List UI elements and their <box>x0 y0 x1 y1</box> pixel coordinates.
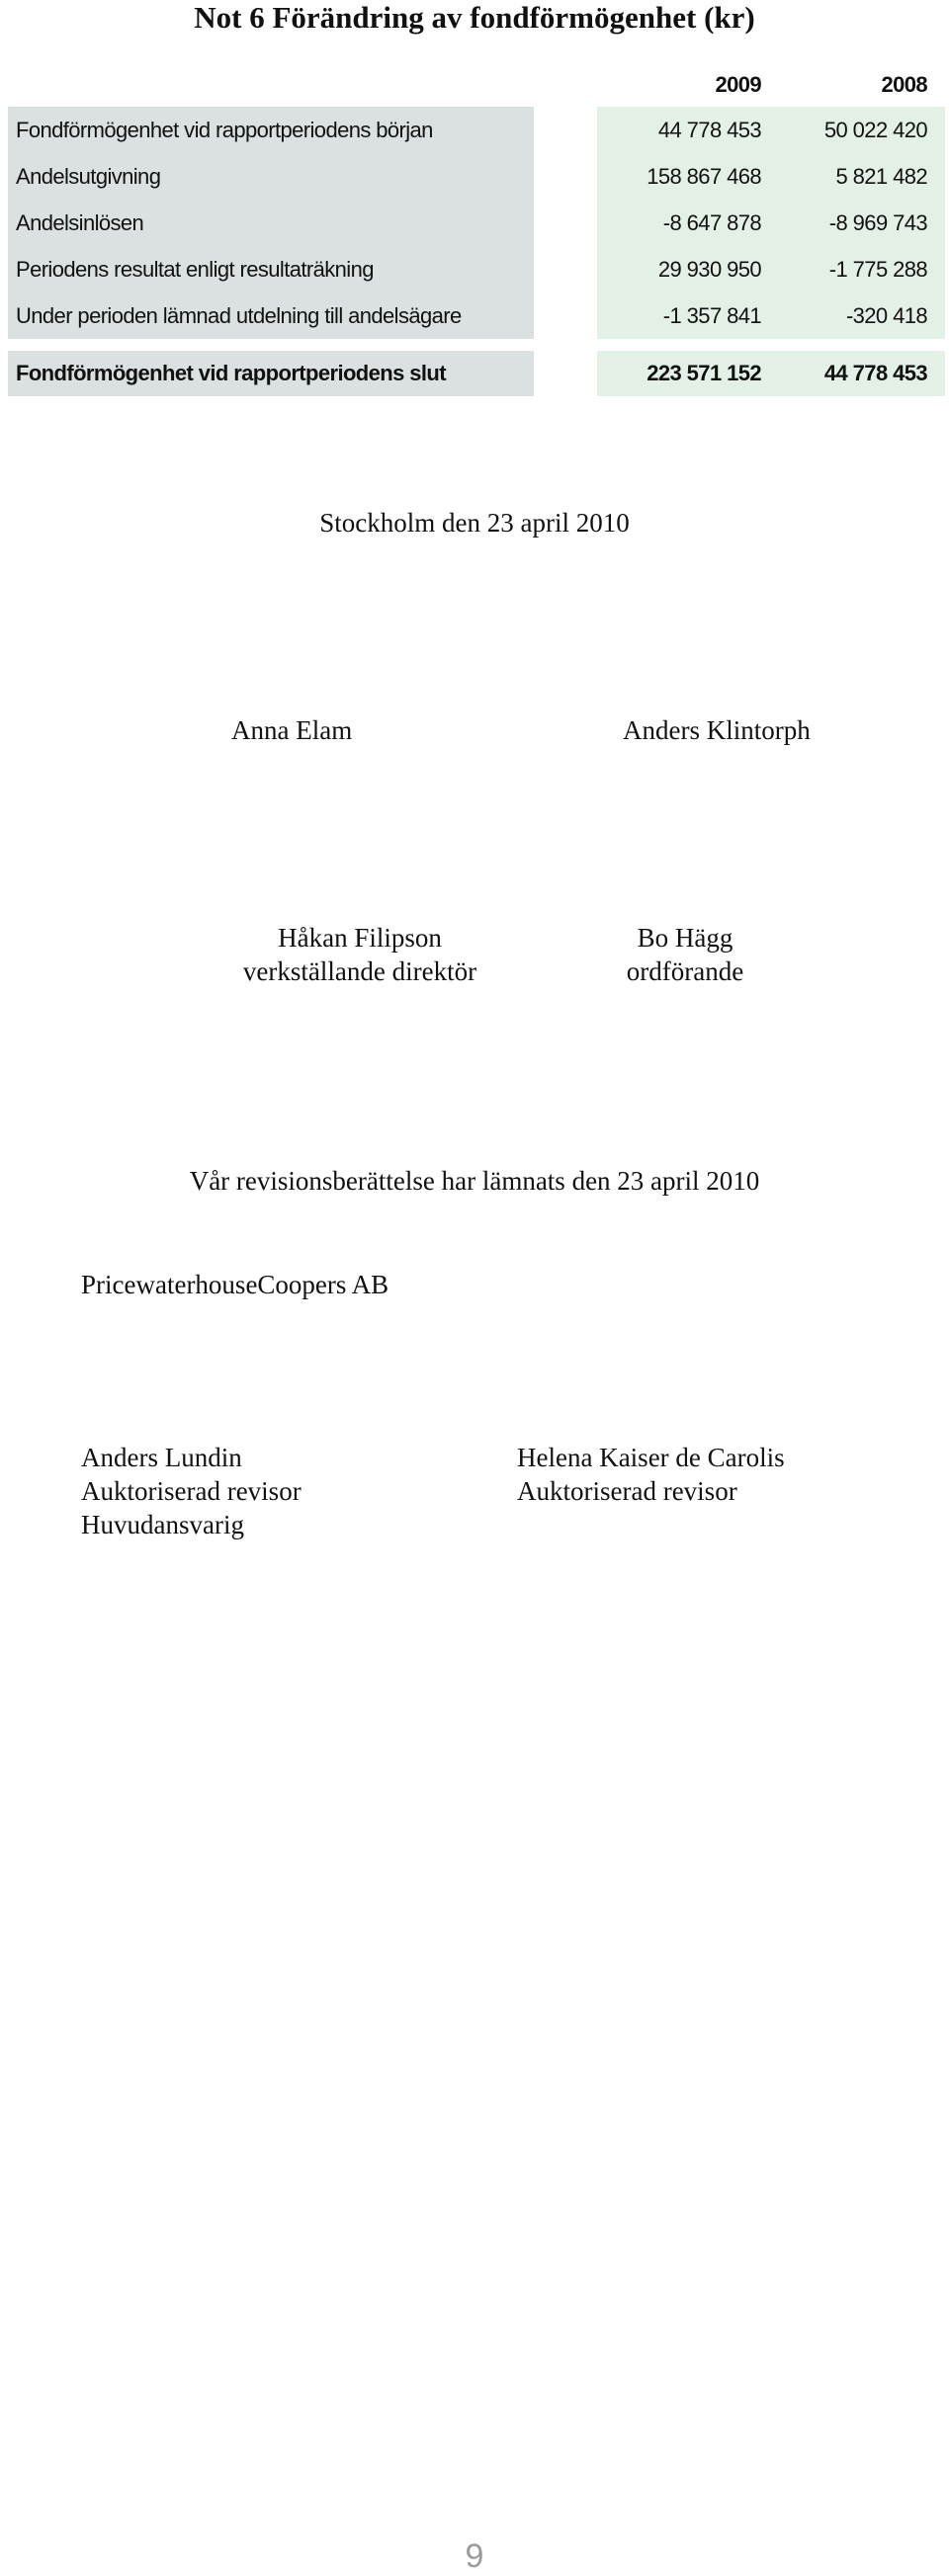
column-header-2009: 2009 <box>715 72 761 97</box>
table-header-row <box>8 63 945 107</box>
auditor-helena-kaiser <box>517 1441 785 1508</box>
table-row <box>8 153 945 200</box>
row-value-2009: 29 930 950 <box>597 246 765 292</box>
board-signer-anna-elam: Anna Elam <box>231 715 353 745</box>
table-row <box>8 200 945 246</box>
row-value-2009: 44 778 453 <box>597 107 765 153</box>
row-value-2008: 50 022 420 <box>765 107 945 153</box>
row-label: Fondförmögenhet vid rapportperiodens början <box>8 107 534 153</box>
place-date: Stockholm den 23 april 2010 <box>319 508 630 538</box>
auditor-role: Auktoriserad revisor <box>81 1476 302 1506</box>
row-value-2008: -320 418 <box>765 292 945 339</box>
table-row <box>8 292 945 339</box>
note-title: Not 6 Förändring av fondförmögenhet (kr) <box>194 0 755 35</box>
row-value-2009: 158 867 468 <box>597 153 765 200</box>
signer-name: Bo Hägg <box>637 923 733 953</box>
row-value-2009: -1 357 841 <box>597 292 765 339</box>
total-label: Fondförmögenhet vid rapportperiodens slut <box>8 351 534 396</box>
table-row <box>8 107 945 153</box>
table-row <box>8 246 945 292</box>
auditor-role: Auktoriserad revisor <box>517 1476 737 1506</box>
row-value-2009: -8 647 878 <box>597 200 765 246</box>
board-signer-anders-klintorph: Anders Klintorph <box>623 715 811 745</box>
table-total-row <box>8 351 945 396</box>
fund-assets-table <box>8 63 945 396</box>
total-value-2009: 223 571 152 <box>597 351 765 396</box>
signer-hakan-filipson <box>231 921 488 988</box>
row-label: Under perioden lämnad utdelning till andelsägare <box>8 292 534 339</box>
column-header-2008: 2008 <box>881 72 927 97</box>
auditor-extra-role: Huvudansvarig <box>81 1510 244 1539</box>
page-number: 9 <box>465 2537 484 2575</box>
auditor-name: Anders Lundin <box>81 1443 242 1472</box>
total-value-2008: 44 778 453 <box>765 351 945 396</box>
row-label: Periodens resultat enligt resultaträkning <box>8 246 534 292</box>
row-value-2008: -1 775 288 <box>765 246 945 292</box>
signer-role: ordförande <box>626 956 744 986</box>
row-label: Andelsutgivning <box>8 153 534 200</box>
audit-statement: Vår revisionsberättelse har lämnats den 23 april 2010 <box>189 1166 760 1196</box>
auditor-name: Helena Kaiser de Carolis <box>517 1443 785 1472</box>
signer-role: verkställande direktör <box>242 956 477 986</box>
signer-name: Håkan Filipson <box>278 923 442 953</box>
signer-bo-hagg <box>601 921 769 988</box>
header-label-cell <box>8 63 534 107</box>
row-label: Andelsinlösen <box>8 200 534 246</box>
auditor-anders-lundin <box>81 1441 302 1541</box>
audit-firm: PricewaterhouseCoopers AB <box>81 1270 389 1299</box>
row-value-2008: -8 969 743 <box>765 200 945 246</box>
row-value-2008: 5 821 482 <box>765 153 945 200</box>
